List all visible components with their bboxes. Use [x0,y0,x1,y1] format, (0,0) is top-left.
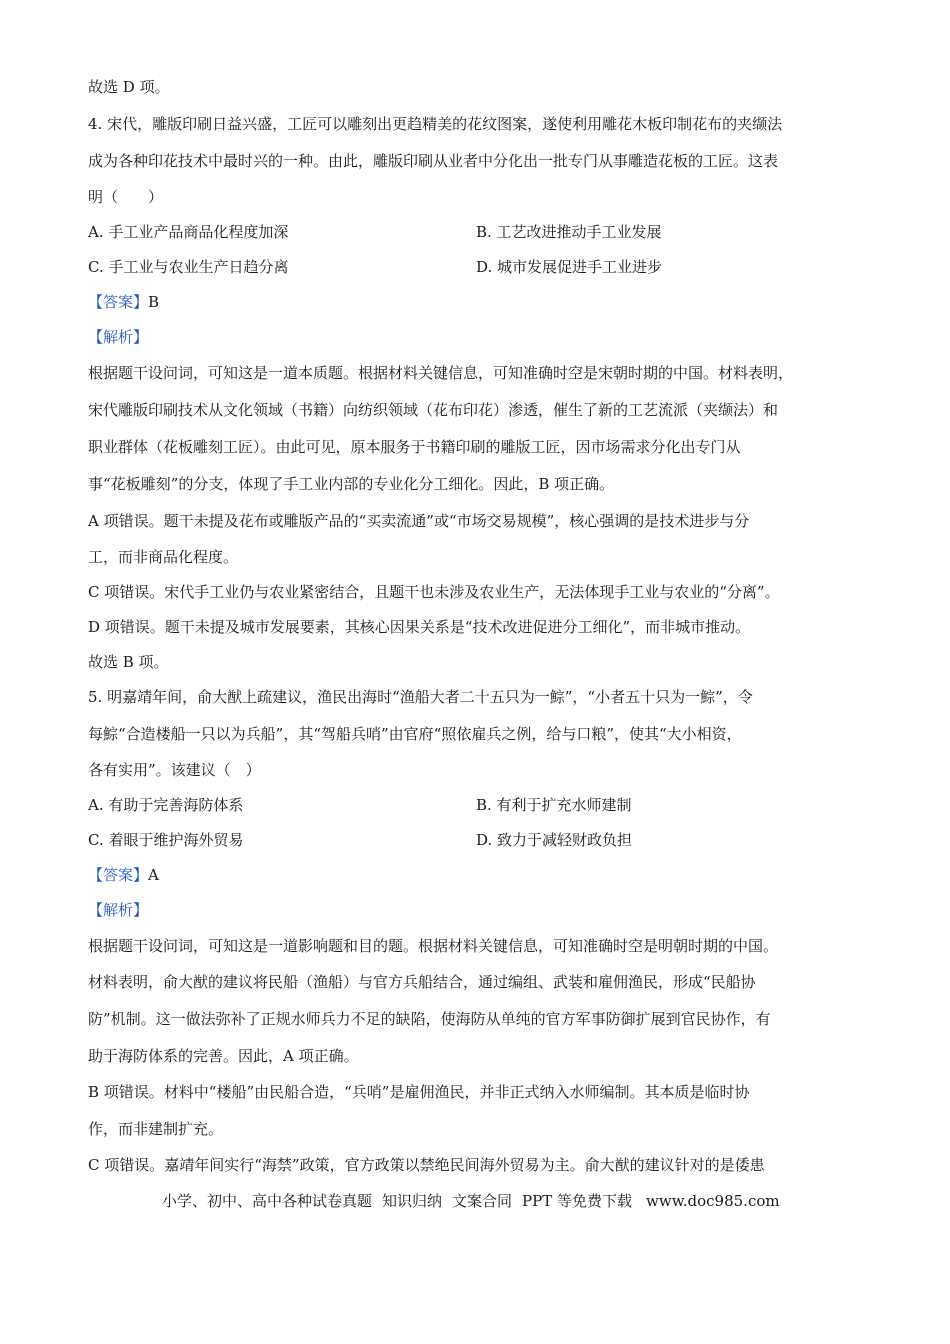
q4-stem-line-3: 明（ ） [88,188,164,206]
q5-stem-line-1: 5. 明嘉靖年间，俞大猷上疏建议，渔民出海时“渔船大者二十五只为一鯮”，“小者五十只为一鯮”，令 [88,688,753,706]
q4-conclusion: 故选 B 项。 [88,653,169,671]
footer-item: 小学、初中、高中各种试卷真题 [162,1192,373,1210]
q4-answer-tag: 【答案】 [88,293,149,311]
footer-url-link[interactable]: www.doc985.com [646,1192,780,1210]
q5-analysis-line-3: 防”机制。这一做法弥补了正规水师兵力不足的缺陷，使海防从单纯的官方军事防御扩展到官民协作，有 [88,1010,771,1028]
q5-analysis-line-2: 材料表明，俞大猷的建议将民船（渔船）与官方兵船结合，通过编组、武装和雇佣渔民，形成“民船协 [88,973,756,991]
q4-option-b: B. 工艺改进推动手工业发展 [476,223,662,241]
q5-analysis-line-1: 根据题干设问词，可知这是一道影响题和目的题。根据材料关键信息，可知准确时空是明朝时期的中国。 [88,937,779,955]
q5-analysis-tag: 【解析】 [88,901,149,919]
footer-item: PPT 等免费下载 [522,1192,633,1210]
q4-answer-value: B [148,293,160,311]
q4-analysis-line-5: A 项错误。题干未提及花布或雕版产品的“买卖流通”或“市场交易规模”，核心强调的是技术进步与分 [88,512,750,530]
q5-option-a: A. 有助于完善海防体系 [88,796,244,814]
q5-stem-line-2: 每鯮“合造楼船一只以为兵船”，其“驾船兵哨”由官府“照依雇兵之例，给与口粮”，使其“大小相资， [88,725,742,743]
q4-analysis-line-7: C 项错误。宋代手工业仍与农业紧密结合，且题干也未涉及农业生产，无法体现手工业与农业的“分离”。 [88,583,780,601]
q4-option-d: D. 城市发展促进手工业进步 [476,258,663,276]
q5-answer-value: A [148,866,159,884]
q4-analysis-line-2: 宋代雕版印刷技术从文化领域（书籍）向纺织领域（花布印花）渗透，催生了新的工艺流派（夹缬法）和 [88,401,779,419]
q5-answer [88,865,159,885]
q4-stem-line-1: 4. 宋代，雕版印刷日益兴盛，工匠可以雕刻出更趋精美的花纹图案，遂使利用雕花木板印制花布的夹缬法 [88,115,783,133]
q5-answer-tag: 【答案】 [88,866,149,884]
q5-analysis-line-4: 助于海防体系的完善。因此，A 项正确。 [88,1047,359,1065]
footer-item: 知识归纳 [382,1192,443,1210]
q4-analysis-line-4: 事“花板雕刻”的分支，体现了手工业内部的专业化分工细化。因此，B 项正确。 [88,475,615,493]
q4-analysis-line-8: D 项错误。题干未提及城市发展要素，其核心因果关系是“技术改进促进分工细化”，而非城市推动。 [88,618,751,636]
footer-item: 文案合同 [452,1192,513,1210]
q5-analysis-line-5: B 项错误。材料中“楼船”由民船合造，“兵哨”是雇佣渔民，并非正式纳入水师编制。其本质是临时协 [88,1083,750,1101]
q5-option-b: B. 有利于扩充水师建制 [476,796,632,814]
q4-analysis-line-3: 职业群体（花板雕刻工匠）。由此可见，原本服务于书籍印刷的雕版工匠，因市场需求分化出专门从 [88,438,741,456]
q4-analysis-tag: 【解析】 [88,328,149,346]
q4-option-c: C. 手工业与农业生产日趋分离 [88,258,289,276]
previous-conclusion: 故选 D 项。 [88,78,170,96]
page-footer [162,1191,780,1211]
q5-stem-line-3: 各有实用”。该建议（ ） [88,761,261,779]
q5-option-d: D. 致力于减轻财政负担 [476,831,633,849]
q4-analysis-line-6: 工，而非商品化程度。 [88,548,239,566]
q4-analysis-line-1: 根据题干设问词，可知这是一道本质题。根据材料关键信息，可知准确时空是宋朝时期的中国。材料表明， [88,364,794,382]
q5-option-c: C. 着眼于维护海外贸易 [88,831,244,849]
q5-analysis-line-7: C 项错误。嘉靖年间实行“海禁”政策，官方政策以禁绝民间海外贸易为主。俞大猷的建议针对的是倭患 [88,1156,765,1174]
q4-option-a: A. 手工业产品商品化程度加深 [88,223,289,241]
q4-stem-line-2: 成为各种印花技术中最时兴的一种。由此，雕版印刷从业者中分化出一批专门从事雕造花板的工匠。这表 [88,152,779,170]
q5-analysis-line-6: 作，而非建制扩充。 [88,1120,224,1138]
q4-answer [88,292,159,312]
